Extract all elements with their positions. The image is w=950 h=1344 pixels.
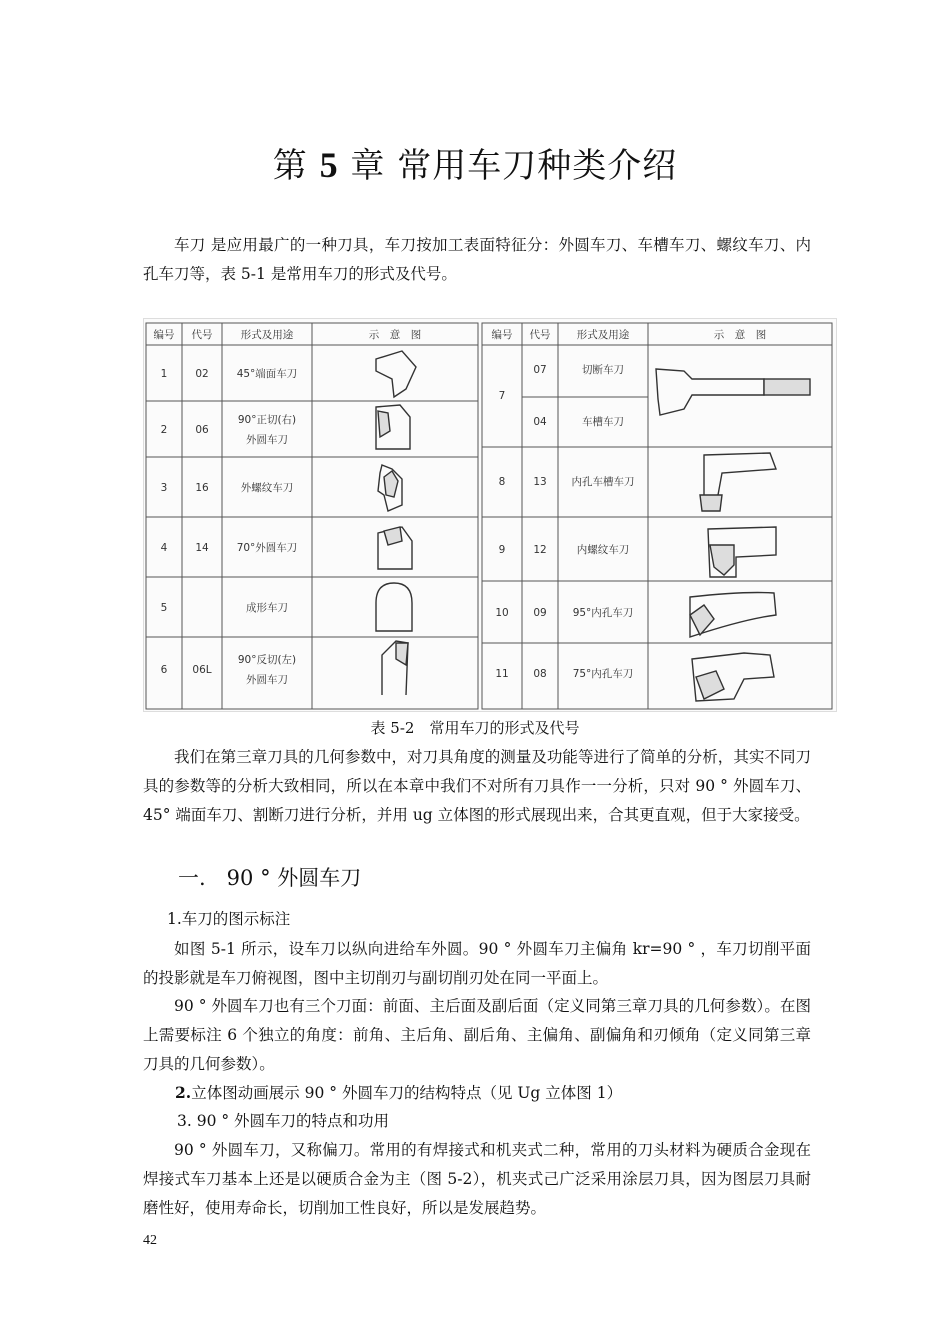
header-diagram-right: 示 意 图 — [713, 329, 767, 341]
table-cell: 成形车刀 — [246, 602, 288, 614]
table-cell: 70°外圆车刀 — [236, 542, 298, 554]
table-cell: 95°内孔车刀 — [572, 607, 634, 619]
tool-sketch-45-facing — [376, 351, 416, 397]
header-no-right: 编号 — [491, 329, 513, 341]
table-cell: 1 — [160, 368, 168, 380]
table-cell: 75°内孔车刀 — [572, 668, 634, 680]
table-cell: 外螺纹车刀 — [240, 482, 294, 494]
header-code-left: 代号 — [191, 329, 213, 341]
table-cell: 外圆车刀 — [246, 674, 288, 686]
table-cell: 13 — [533, 476, 547, 488]
table-cell: 6 — [160, 664, 168, 676]
header-form-right: 形式及用途 — [576, 329, 630, 341]
tool-sketch-forming — [376, 583, 412, 631]
header-no-left: 编号 — [153, 329, 175, 341]
subheading-1: 1.车刀的图示标注 — [167, 910, 291, 928]
header-diagram-left: 示 意 图 — [368, 329, 422, 341]
table-cell: 90°反切(左) — [237, 654, 297, 666]
table-cell: 90°正切(右) — [237, 414, 297, 426]
table-cell: 14 — [195, 542, 209, 554]
table-cell: 08 — [533, 668, 547, 680]
table-cell: 12 — [533, 544, 547, 556]
tool-sketch-parting — [656, 369, 764, 415]
intro-paragraph: 车刀 是应用最广的一种刀具，车刀按加工表面特征分：外圆车刀、车槽车刀、螺纹车刀、内孔车刀等，表 5-1 是常用车刀的形式及代号。 — [143, 236, 811, 283]
paragraph-1: 我们在第三章刀具的几何参数中，对刀具角度的测量及功能等进行了简单的分析，其实不同刀具的参数等的分析大致相同，所以在本章中我们不对所有刀具作一一分析，只对 90 ° 外圆车刀、45° 端面车刀、割断刀进行分析，并用 ug 立体图的形式展现出来，合其更直观，但于大家接受。 — [143, 748, 811, 824]
table-cell: 16 — [195, 482, 209, 494]
table-cell: 11 — [495, 668, 509, 680]
table-cell: 5 — [160, 602, 168, 614]
header-code-right: 代号 — [529, 329, 551, 341]
table-cell: 外圆车刀 — [246, 434, 288, 446]
table-cell: 09 — [533, 607, 547, 619]
table-cell: 2 — [160, 424, 168, 436]
table-cell: 7 — [498, 390, 506, 402]
table-cell: 10 — [495, 607, 509, 619]
subheading-3: 3. 90 ° 外圆车刀的特点和功用 — [177, 1112, 390, 1130]
table-cell: 切断车刀 — [582, 364, 624, 376]
table-cell: 9 — [498, 544, 506, 556]
table-cell: 4 — [160, 542, 168, 554]
section-heading-1: 一. 90 ° 外圆车刀 — [178, 866, 362, 890]
chapter-title: 第 5 章 常用车刀种类介绍 — [272, 145, 678, 186]
table-cell: 06L — [192, 664, 212, 676]
page-number: 42 — [143, 1233, 157, 1248]
table-cell: 07 — [533, 364, 547, 376]
table-cell: 3 — [160, 482, 168, 494]
header-form-left: 形式及用途 — [240, 329, 294, 341]
paragraph-3: 90 ° 外圆车刀也有三个刀面：前面、主后面及副后面（定义同第三章刀具的几何参数）。在图上需要标注 6 个独立的角度：前角、主后角、副后角、主偏角、副偏角和刃倾角（定义同第三章刀具的几何参数）。 — [143, 997, 811, 1073]
table-cell: 8 — [498, 476, 506, 488]
table-cell: 内孔车槽车刀 — [571, 476, 635, 488]
table-cell: 车槽车刀 — [582, 416, 624, 428]
subheading-2: 2.立体图动画展示 90 ° 外圆车刀的结构特点（见 Ug 立体图 1） — [175, 1083, 623, 1102]
table-cell: 04 — [533, 416, 547, 428]
table-cell: 02 — [195, 368, 209, 380]
table-caption: 表 5-2 常用车刀的形式及代号 — [370, 719, 580, 737]
tool-table-figure — [143, 318, 837, 712]
paragraph-4: 90 ° 外圆车刀，又称偏刀。常用的有焊接式和机夹式二种，常用的刀头材料为硬质合金现在焊接式车刀基本上还是以硬质合金为主（图 5-2），机夹式己广泛采用涂层刀具，因为图层刀具耐磨性好，使用寿命长，切削加工性良好，所以是发展趋势。 — [143, 1141, 811, 1217]
paragraph-2: 如图 5-1 所示，设车刀以纵向进给车外圆。90 ° 外圆车刀主偏角 kr=90 ° ，车刀切削平面的投影就是车刀俯视图，图中主切削刃与副切削刃处在同一平面上。 — [143, 940, 811, 987]
table-cell: 06 — [195, 424, 209, 436]
table-cell: 内螺纹车刀 — [576, 544, 630, 556]
table-cell: 45°端面车刀 — [236, 368, 298, 380]
tool-sketch-internal-groove — [704, 453, 776, 497]
